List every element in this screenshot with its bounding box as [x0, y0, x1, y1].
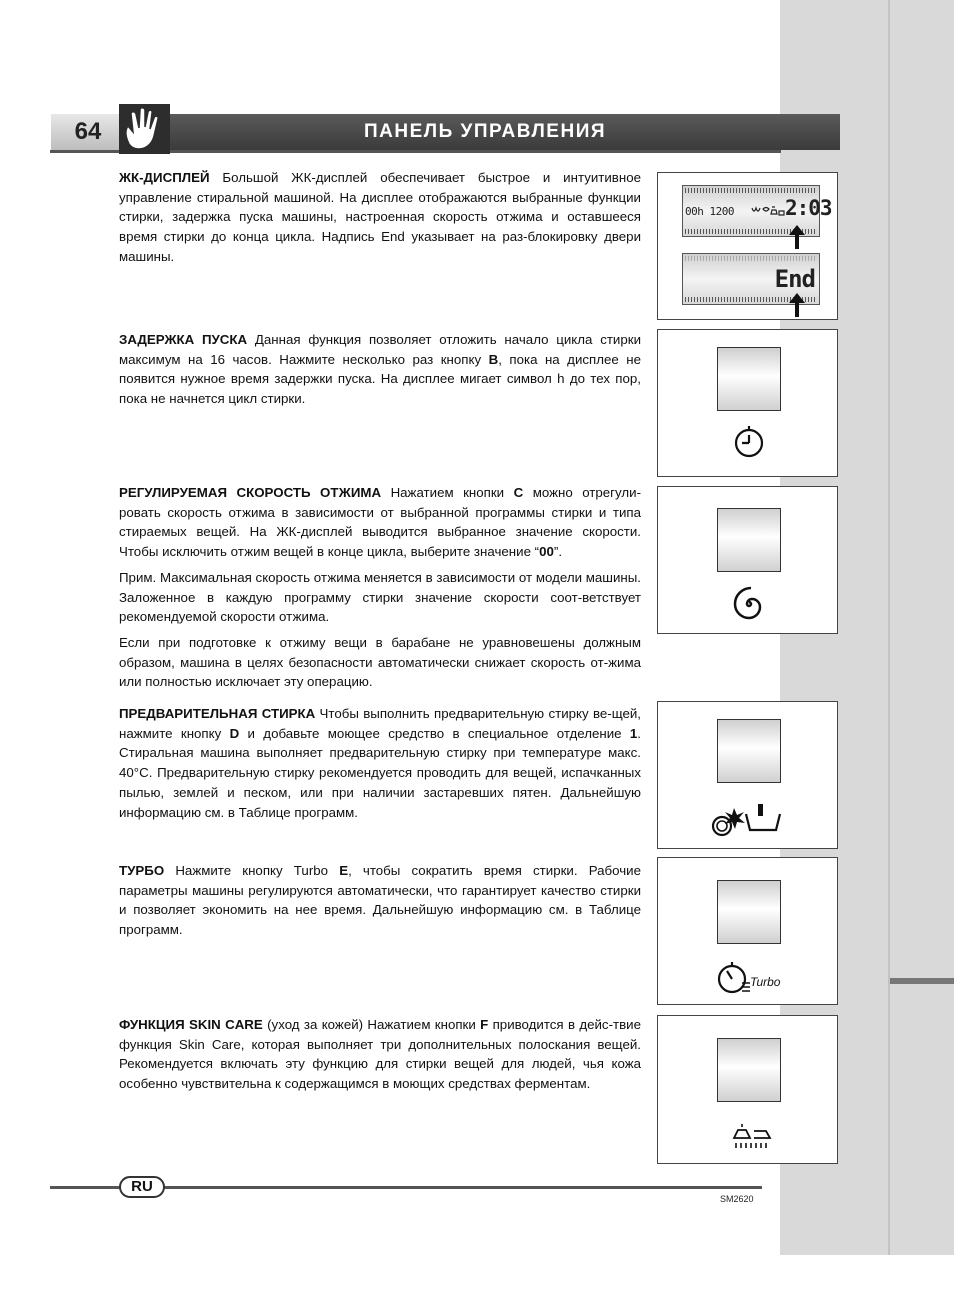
language-badge: RU — [119, 1176, 165, 1198]
section-text: , чтобы сократить время стирки. Рабочие параметры машины регулируются автоматически, что гарантирует качество стирки и позволяет экономить на нее время. Дальнейшую информацию см. в Таблице программ. — [119, 863, 641, 938]
section-text: Нажатием кнопки — [381, 485, 514, 500]
section-lcd — [119, 168, 641, 273]
turbo-label: Turbo — [750, 975, 781, 989]
turbo-button[interactable] — [717, 880, 781, 944]
prewash-icon — [710, 800, 790, 840]
section-text: , пока на дисплее не появится нужное время задержки пуска. На дисплее мигает символ h до тех пор, пока не начнется цикл стирки. — [119, 351, 641, 407]
lcd-remaining-time: 2:03 — [785, 196, 832, 220]
section-heading: РЕГУЛИРУЕМАЯ СКОРОСТЬ ОТЖИМА — [119, 485, 382, 500]
section-heading: ЖК-ДИСПЛЕЙ — [119, 170, 210, 185]
prewash-button-illustration — [657, 701, 838, 849]
right-margin-divider — [888, 0, 890, 1255]
delay-start-button[interactable] — [717, 347, 781, 411]
section-note: Прим. Максимальная скорость отжима меняется в зависимости от модели машины. Заложенное в каждую программу стирки значение скорости соот-ветствует рекомендуемой скорости отжима. — [119, 569, 641, 625]
section-tab-marker — [890, 978, 954, 984]
key-letter: B — [488, 351, 499, 367]
section-text: Нажмите кнопку Turbo — [164, 863, 340, 878]
compartment-number: 1 — [629, 725, 638, 741]
section-turbo — [119, 861, 641, 946]
model-code: SM2620 — [720, 1194, 754, 1204]
section-text: Данная функция позволяет отложить начало цикла стирки максимум на 16 часов. Нажмите несколько раз кнопку — [119, 332, 642, 367]
section-heading: ЗАДЕРЖКА ПУСКА — [119, 332, 248, 347]
delay-button-illustration — [657, 329, 838, 477]
section-text: и добавьте моющее средство в специальное отделение — [239, 725, 630, 741]
turbo-button-illustration — [657, 857, 838, 1005]
arrow-up-icon — [788, 225, 806, 249]
section-text: Чтобы выполнить предварительную стирку ве-щей, нажмите кнопку — [119, 706, 642, 741]
prewash-button[interactable] — [717, 719, 781, 783]
section-heading: ФУНКЦИЯ SKIN CARE — [119, 1017, 263, 1032]
section-text: . Стиральная машина выполняет предварительную стирку при температуре макс. 40°C. Предварительную стирку рекомендуется проводить для вещей, испачканных пылью, землей и песком, или при наличии застаревших пятен. Дальнейшую информацию см. в Таблице программ. — [119, 725, 641, 820]
turbo-icon — [714, 959, 750, 995]
key-letter: F — [480, 1017, 489, 1032]
skin-care-button-illustration — [657, 1015, 838, 1164]
rinse-icon — [730, 1122, 774, 1152]
section-text: ”. — [553, 544, 563, 560]
skin-care-button[interactable] — [717, 1038, 781, 1102]
arrow-up-icon — [788, 293, 806, 317]
section-delay-start — [119, 330, 641, 415]
hand-icon — [119, 104, 170, 154]
lcd-illustration — [657, 172, 838, 320]
clock-icon — [732, 425, 766, 459]
spin-off-value: 00 — [539, 544, 554, 560]
lcd-status-readout: 00h 1200 — [685, 205, 734, 218]
page-number: 64 — [74, 118, 102, 145]
section-prewash — [119, 704, 641, 828]
section-text: приводится в дейс-твие функция Skin Care, которая выполняет три дополнительных полоскания вещей. Рекомендуется включать эту функцию для стирки вещей для людей, чья кожа особенно чувствительна к содержащимся в моющих средствах ферментам. — [119, 1017, 641, 1092]
spin-speed-button[interactable] — [717, 508, 781, 572]
key-letter: D — [229, 725, 240, 741]
page-title: ПАНЕЛЬ УПРАВЛЕНИЯ — [363, 121, 607, 142]
key-letter: E — [339, 863, 349, 878]
section-text: можно отрегули-ровать скорость отжима в зависимости от выбранной программы стирки и типа стираемых вещей. На ЖК-дисплей выводится выбранное значение скорости. Чтобы исключить отжим вещей в конце цикла, выберите значение “ — [119, 485, 641, 560]
section-heading: ТУРБО — [119, 863, 165, 878]
section-text: (уход за кожей) Нажатием кнопки — [262, 1017, 481, 1032]
section-heading: ПРЕДВАРИТЕЛЬНАЯ СТИРКА — [119, 706, 316, 721]
wash-phase-icons — [751, 205, 785, 217]
section-skin-care — [119, 1015, 641, 1100]
spiral-icon — [730, 585, 768, 623]
lcd-end-text: End — [774, 265, 815, 293]
key-letter: C — [513, 485, 524, 500]
spin-button-illustration — [657, 486, 838, 634]
section-spin-speed — [119, 483, 641, 698]
section-text: Большой ЖК-дисплей обеспечивает быстрое и интуитивное управление стиральной машиной. На дисплее отображаются выбранные функции стирки, задержка пуска машины, настроенная скорость отжима и оставшееся время стирки до конца цикла. Надпись End указывает на раз-блокировку двери машины. — [119, 170, 641, 264]
section-note: Если при подготовке к отжиму вещи в барабане не уравновешены должным образом, машина в целях безопасности автоматически снижает скорость от-жима или полностью исключает эту операцию. — [119, 634, 641, 690]
